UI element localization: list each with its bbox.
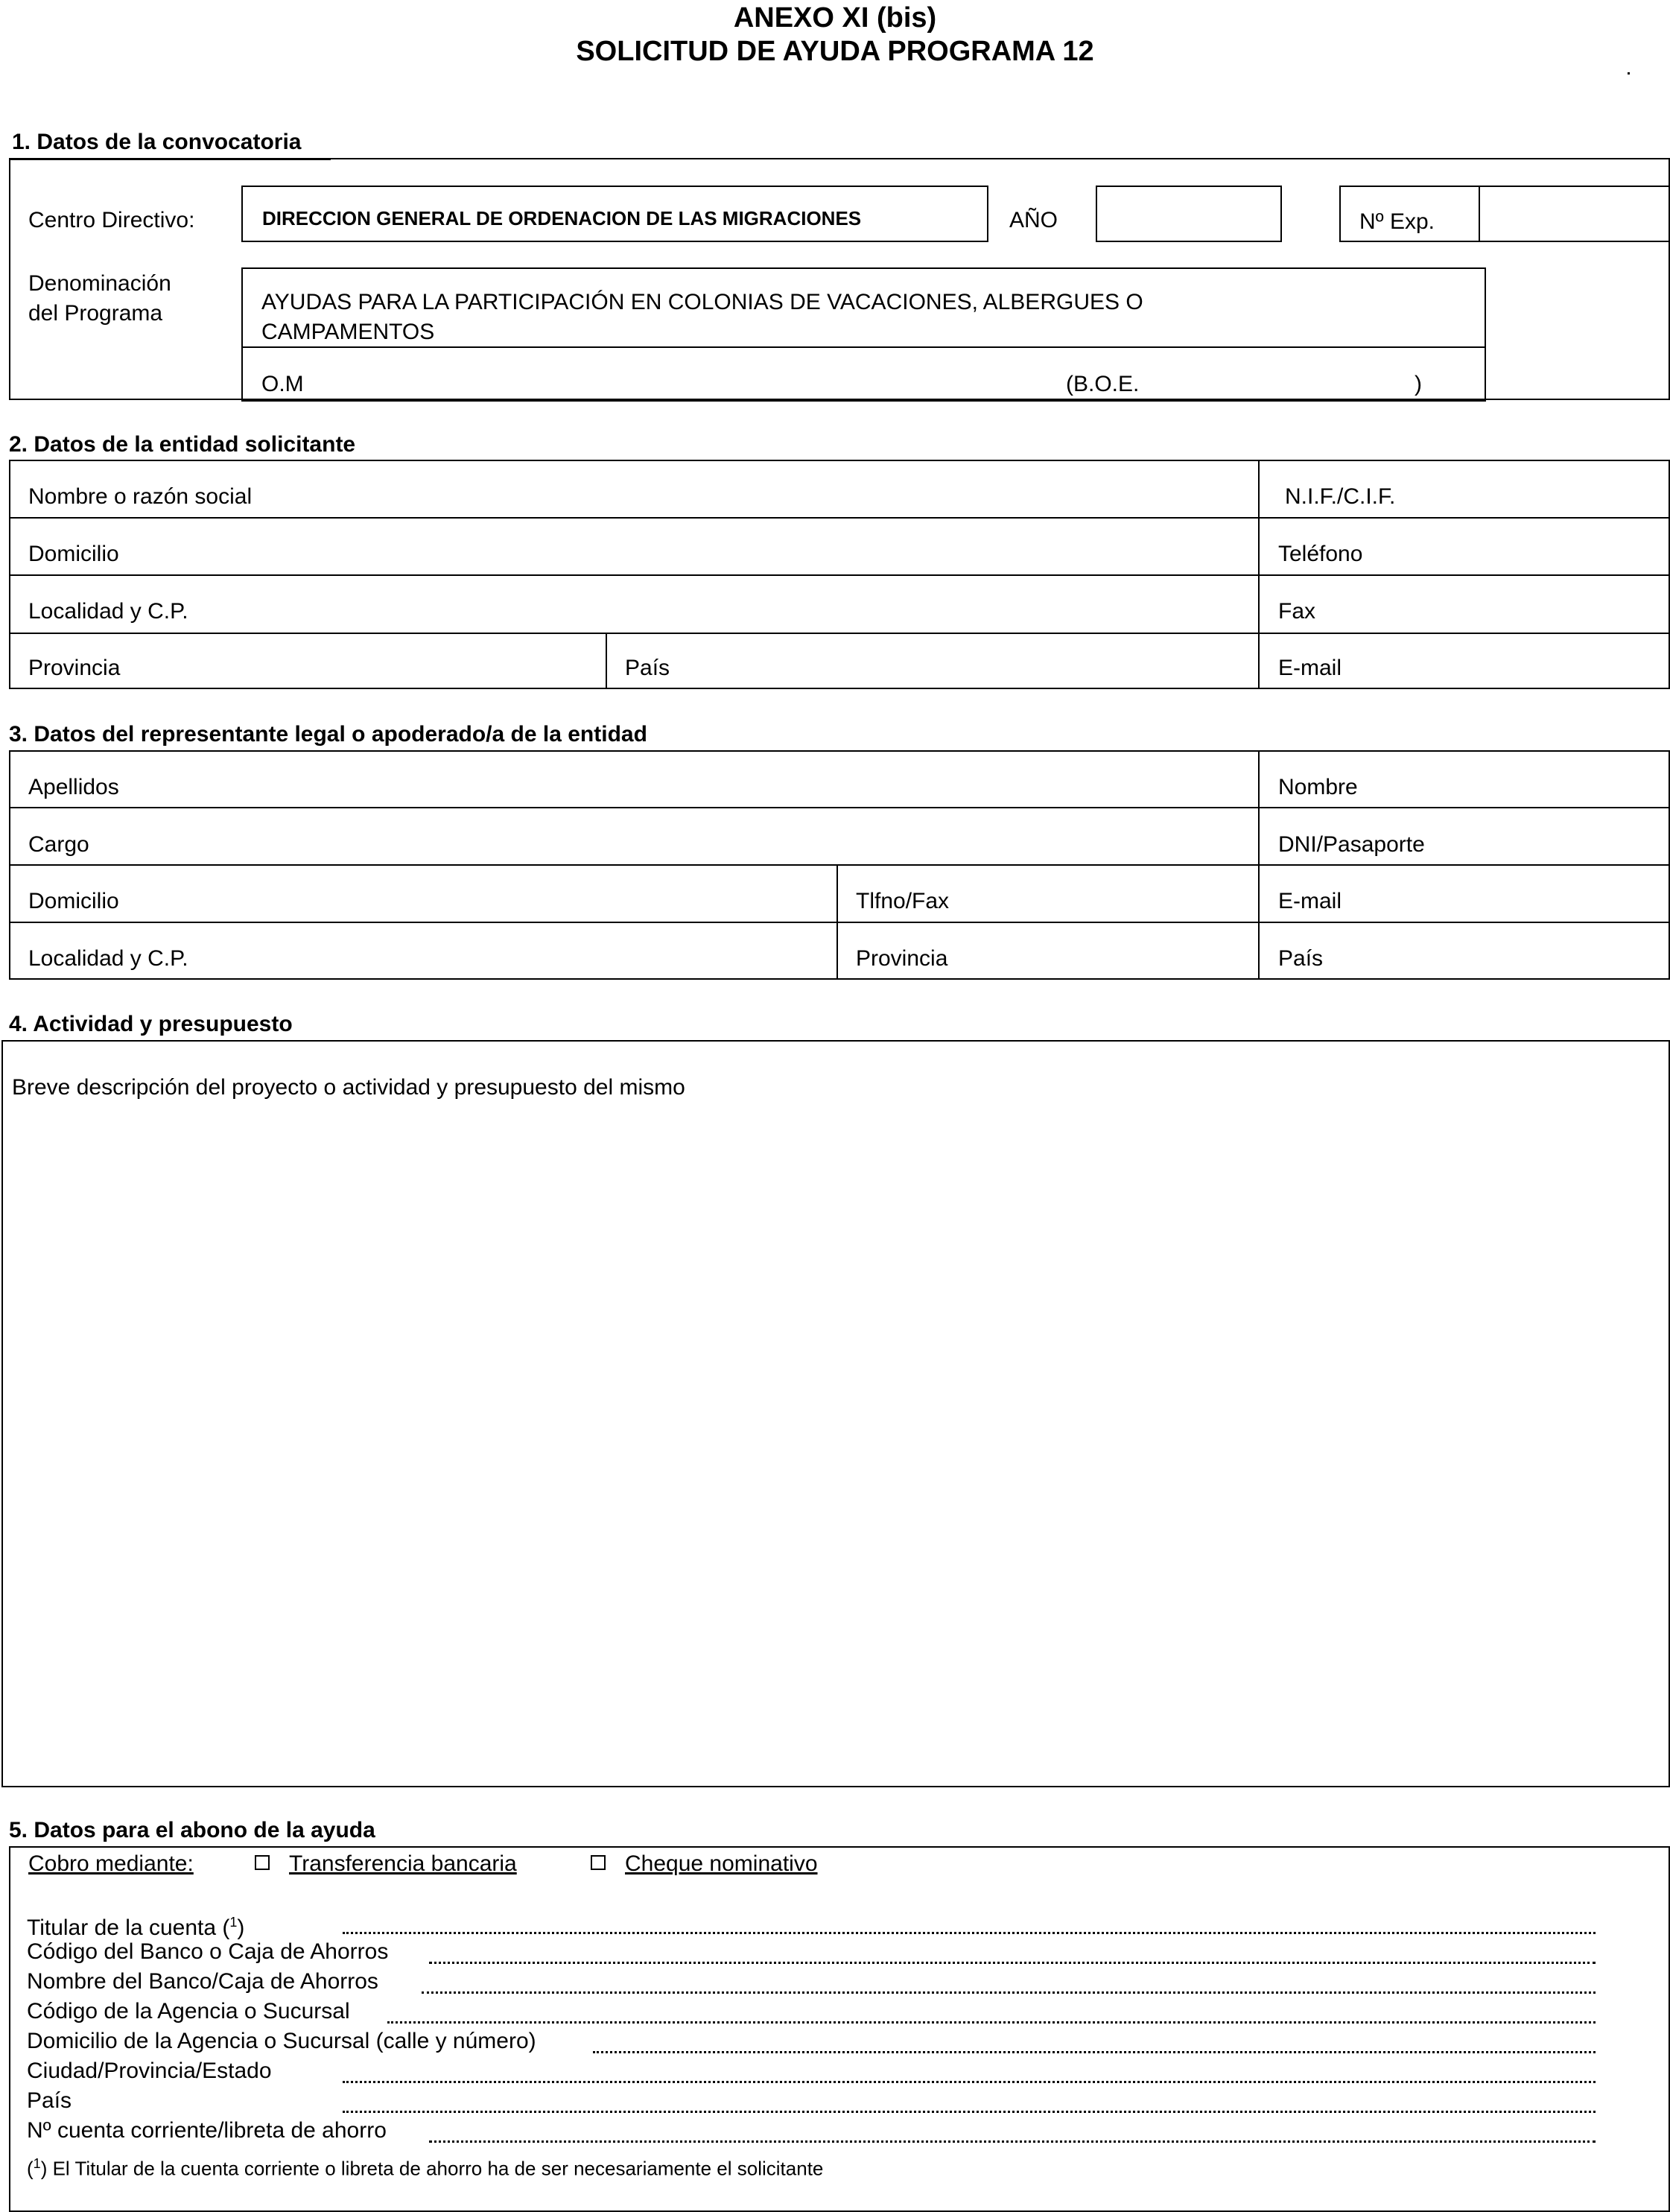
footnote: ($^1$) El Titular de la cuenta corriente o libreta de ahorro ha de ser necesariamente el solicitante bbox=[27, 2156, 824, 2180]
nombre-banco-field[interactable] bbox=[422, 1991, 1596, 1994]
cobro-mediante-label: Cobro mediante: bbox=[28, 1851, 194, 1876]
entidad-telefono-label[interactable]: Teléfono bbox=[1278, 542, 1363, 566]
section2-title: 2. Datos de la entidad solicitante bbox=[9, 432, 356, 457]
entidad-domicilio-label[interactable]: Domicilio bbox=[28, 542, 119, 566]
repr-pais-label[interactable]: País bbox=[1278, 946, 1324, 971]
repr-nombre-label[interactable]: Nombre bbox=[1278, 775, 1358, 799]
pais-label: País bbox=[27, 2088, 72, 2113]
repr-provincia-label[interactable]: Provincia bbox=[856, 946, 948, 971]
section4-title: 4. Actividad y presupuesto bbox=[9, 1012, 293, 1036]
anio-label: AÑO bbox=[1009, 208, 1058, 232]
pais-field[interactable] bbox=[343, 2111, 1596, 2113]
entidad-localidad-label[interactable]: Localidad y C.P. bbox=[28, 599, 188, 624]
repr-apellidos-label[interactable]: Apellidos bbox=[28, 775, 119, 799]
domicilio-agencia-field[interactable] bbox=[593, 2051, 1596, 2053]
codigo-banco-field[interactable] bbox=[429, 1962, 1596, 1964]
cuenta-field[interactable] bbox=[429, 2140, 1596, 2143]
transferencia-checkbox[interactable] bbox=[255, 1855, 270, 1870]
centro-directivo-label: Centro Directivo: bbox=[28, 208, 195, 232]
transferencia-label[interactable]: Transferencia bancaria bbox=[289, 1851, 517, 1876]
form-title: ANEXO XI (bis) bbox=[733, 2, 937, 34]
actividad-description-label: Breve descripción del proyecto o actividad y presupuesto del mismo bbox=[12, 1075, 685, 1100]
repr-localidad-label[interactable]: Localidad y C.P. bbox=[28, 946, 188, 971]
titular-label: Titular de la cuenta ($^1$) bbox=[27, 1915, 245, 1940]
repr-email-label[interactable]: E-mail bbox=[1278, 889, 1342, 913]
entidad-email-label[interactable]: E-mail bbox=[1278, 656, 1342, 680]
section3-row-divider-2 bbox=[9, 864, 1670, 866]
domicilio-agencia-label: Domicilio de la Agencia o Sucursal (calle y número) bbox=[27, 2029, 536, 2053]
om-label: O.M bbox=[261, 372, 304, 396]
cheque-checkbox[interactable] bbox=[591, 1855, 606, 1870]
exp-field[interactable] bbox=[1480, 187, 1669, 241]
nombre-banco-label: Nombre del Banco/Caja de Ahorros bbox=[27, 1969, 378, 1994]
section1-title: 1. Datos de la convocatoria bbox=[12, 130, 302, 154]
entidad-pais-label[interactable]: País bbox=[625, 656, 670, 680]
programa-line1: AYUDAS PARA LA PARTICIPACIÓN EN COLONIAS DE VACACIONES, ALBERGUES O bbox=[261, 290, 1143, 314]
exp-label: Nº Exp. bbox=[1359, 209, 1435, 234]
anio-field[interactable] bbox=[1096, 186, 1282, 242]
entidad-provincia-label[interactable]: Provincia bbox=[28, 656, 121, 680]
cuenta-label: Nº cuenta corriente/libreta de ahorro bbox=[27, 2118, 387, 2143]
boe-close: ) bbox=[1415, 372, 1422, 396]
section5-title: 5. Datos para el abono de la ayuda bbox=[9, 1818, 375, 1842]
section2-row-divider-1 bbox=[9, 517, 1670, 519]
ciudad-field[interactable] bbox=[343, 2081, 1596, 2083]
titular-field[interactable] bbox=[343, 1932, 1596, 1934]
stray-dot bbox=[1628, 72, 1630, 75]
centro-directivo-value: DIRECCION GENERAL DE ORDENACION DE LAS MIGRACIONES bbox=[262, 207, 862, 229]
form-subtitle: SOLICITUD DE AYUDA PROGRAMA 12 bbox=[576, 36, 1094, 67]
denominacion-label-1: Denominación bbox=[28, 271, 171, 296]
section3-row-divider-3 bbox=[9, 922, 1670, 923]
entidad-fax-label[interactable]: Fax bbox=[1278, 599, 1316, 624]
repr-cargo-label[interactable]: Cargo bbox=[28, 832, 89, 857]
codigo-agencia-field[interactable] bbox=[387, 2021, 1596, 2024]
entidad-nombre-label[interactable]: Nombre o razón social bbox=[28, 484, 253, 509]
actividad-textarea[interactable] bbox=[12, 1110, 1658, 1777]
codigo-banco-label: Código del Banco o Caja de Ahorros bbox=[27, 1939, 389, 1964]
programa-divider bbox=[241, 346, 1486, 348]
codigo-agencia-label: Código de la Agencia o Sucursal bbox=[27, 1999, 350, 2024]
section3-row-divider-1 bbox=[9, 807, 1670, 808]
programa-line2: CAMPAMENTOS bbox=[261, 320, 435, 344]
section2-provincia-divider bbox=[606, 633, 607, 689]
denominacion-label-2: del Programa bbox=[28, 301, 163, 326]
section2-row-divider-3 bbox=[9, 633, 1670, 634]
ciudad-label: Ciudad/Provincia/Estado bbox=[27, 2059, 272, 2083]
repr-domicilio-label[interactable]: Domicilio bbox=[28, 889, 119, 913]
repr-tlfno-label[interactable]: Tlfno/Fax bbox=[856, 889, 950, 913]
section3-title: 3. Datos del representante legal o apoderado/a de la entidad bbox=[9, 722, 647, 747]
section2-row-divider-2 bbox=[9, 574, 1670, 576]
cheque-label[interactable]: Cheque nominativo bbox=[625, 1851, 818, 1876]
boe-label: (B.O.E. bbox=[1066, 372, 1140, 396]
entidad-nif-label[interactable]: N.I.F./C.I.F. bbox=[1285, 484, 1396, 509]
repr-dni-label[interactable]: DNI/Pasaporte bbox=[1278, 832, 1425, 857]
